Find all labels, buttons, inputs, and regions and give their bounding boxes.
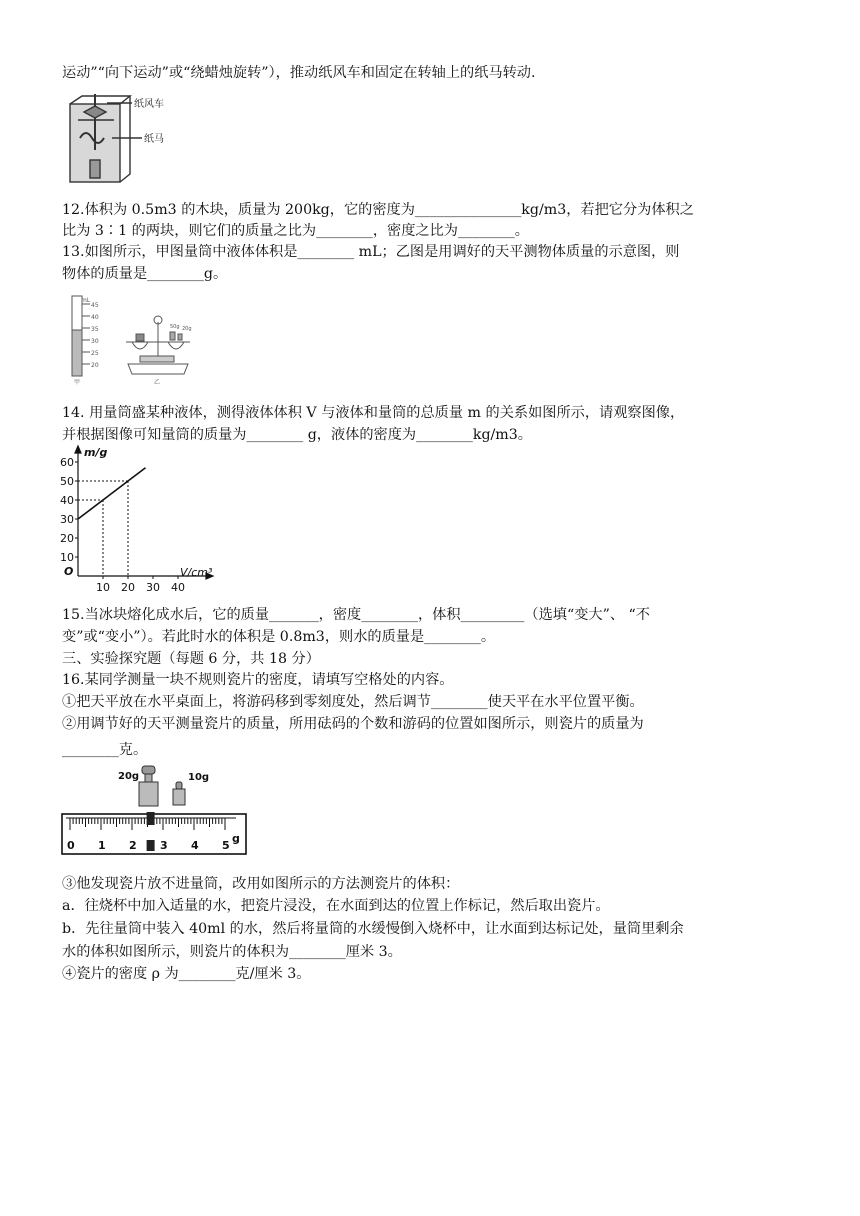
x-tick-label: 10: [96, 581, 110, 594]
y-axis-label: m/g: [84, 446, 108, 459]
balance-scale-figure: [60, 762, 252, 858]
figure-label-jia: 甲: [74, 379, 81, 386]
cylinder-tick: 35: [91, 326, 99, 333]
question-16-step2-cont: ________克。: [62, 742, 148, 758]
question-12-line1: 12.体积为 0.5m3 的木块，质量为 200kg，它的密度为_______________kg/m3，若把它分为体积之: [62, 202, 694, 218]
weight-10g-icon: [173, 782, 185, 805]
cylinder-tick: 20: [91, 362, 99, 369]
question-13-line2: 物体的质量是________g。: [62, 266, 228, 282]
balance-weight: 50g: [170, 324, 180, 330]
scale-number: 3: [160, 839, 168, 852]
y-tick-label: 20: [60, 532, 74, 545]
question-15-line1: 15.当冰块熔化成水后，它的质量_______，密度________，体积_________（选填“变大”、 “不: [62, 607, 650, 623]
y-tick-label: 60: [60, 456, 74, 469]
mass-volume-chart: [60, 444, 220, 594]
scale-number: 0: [67, 839, 75, 852]
x-tick-label: 30: [146, 581, 160, 594]
question-16-step3b: b．先往量筒中装入 40ml 的水，然后将量筒的水缓慢倒入烧杯中，让水面到达标记处，量筒里剩余: [62, 921, 684, 937]
y-tick-label: 10: [60, 551, 74, 564]
question-16-step4: ④瓷片的密度 ρ 为________克/厘米 3。: [62, 966, 311, 982]
cylinder-unit: mL: [81, 297, 91, 304]
x-tick-label: 40: [171, 581, 185, 594]
cylinder-tick: 40: [91, 314, 99, 321]
question-14-line2: 并根据图像可知量筒的质量为________ g，液体的密度为________kg/m3。: [62, 427, 532, 443]
windmill-label: 纸风车: [134, 99, 164, 110]
question-16-step3a: a．往烧杯中加入适量的水，把瓷片浸没，在水面到达的位置上作标记，然后取出瓷片。: [62, 898, 610, 914]
question-15-line2: 变”或“变小”）。若此时水的体积是 0.8m3，则水的质量是________。: [62, 629, 496, 645]
y-tick-label: 50: [60, 475, 74, 488]
weight-20g-label: 20g: [118, 771, 140, 782]
scale-number: 4: [191, 839, 199, 852]
figure-label-yi: 乙: [154, 379, 161, 386]
weight-10g-label: 10g: [188, 772, 210, 783]
paper-horse-label: 纸马: [144, 134, 164, 145]
question-16-step1: ①把天平放在水平桌面上，将游码移到零刻度处，然后调节________使天平在水平位置平衡。: [62, 694, 644, 710]
windmill-figure: [62, 90, 202, 190]
section-heading: 三、实验探究题（每题 6 分，共 18 分）: [62, 651, 320, 667]
rider-bottom-icon: [147, 840, 155, 851]
x-tick-label: 20: [121, 581, 135, 594]
question-13-line1: 13.如图所示，甲图量筒中液体体积是________ mL；乙图是用调好的天平测物体质量的示意图，则: [62, 244, 680, 260]
rider-icon[interactable]: [147, 812, 155, 825]
origin-label: O: [64, 565, 74, 578]
cylinder-tick: 30: [91, 338, 99, 345]
question-16-step3b-cont: 水的体积如图所示，则瓷片的体积为________厘米 3。: [62, 944, 402, 960]
question-16-step3: ③他发现瓷片放不进量筒，改用如图所示的方法测瓷片的体积：: [62, 876, 460, 892]
scale-unit: g: [232, 832, 240, 845]
question-16-step2: ②用调节好的天平测量瓷片的质量，所用砝码的个数和游码的位置如图所示，则瓷片的质量为: [62, 716, 644, 732]
balance-weight: 20g: [182, 326, 192, 332]
question-12-line2: 比为 3∶1 的两块，则它们的质量之比为________，密度之比为________。: [62, 223, 529, 239]
text-line: 运动”“向下运动”或“绕蜡烛旋转”），推动纸风车和固定在转轴上的纸马转动.: [62, 65, 536, 81]
cylinder-balance-figure: [66, 294, 206, 386]
weight-20g-icon: [139, 766, 158, 806]
scale-number: 5: [222, 839, 230, 852]
cylinder-tick: 25: [91, 350, 99, 357]
scale-number: 1: [98, 839, 106, 852]
y-axis-arrow: [75, 446, 81, 453]
question-14-line1: 14. 用量筒盛某种液体，测得液体体积 V 与液体和量筒的总质量 m 的关系如图所示，请观察图像，: [62, 405, 685, 421]
data-line: [78, 468, 146, 519]
scale-number: 2: [129, 839, 137, 852]
y-tick-label: 30: [60, 513, 74, 526]
question-16-line1: 16.某同学测量一块不规则瓷片的密度，请填写空格处的内容。: [62, 672, 454, 688]
cylinder-tick: 45: [91, 302, 99, 309]
y-tick-label: 40: [60, 494, 74, 507]
x-axis-label: V/cm³: [180, 566, 213, 579]
